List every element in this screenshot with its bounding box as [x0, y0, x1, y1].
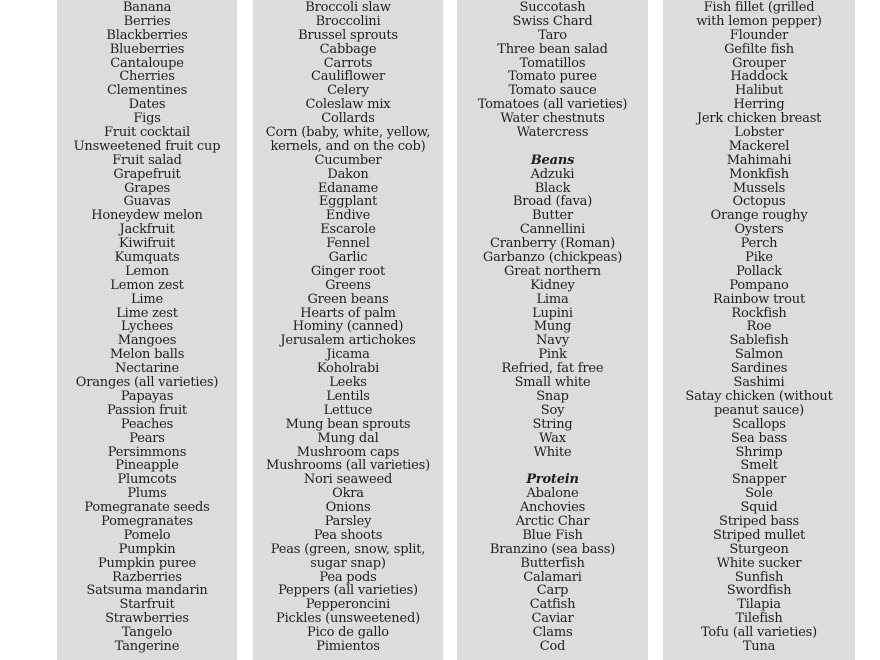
list-item [457, 140, 648, 154]
list-item: Edaname [317, 180, 379, 196]
list-item: Lettuce [323, 402, 373, 418]
list-item: Pink [538, 347, 567, 363]
list-item: Small white [514, 375, 591, 391]
list-item: Nectarine [115, 361, 179, 377]
list-item: Rockfish [731, 305, 787, 321]
list-item: Lemon zest [110, 277, 184, 293]
list-item: Pepperoncini [305, 597, 391, 613]
list-item: Escarole [320, 222, 376, 238]
list-item: Figs [133, 111, 161, 127]
list-item: Okra [332, 486, 364, 502]
section-header: Protein [526, 472, 579, 488]
list-item: Snapper [731, 472, 787, 488]
list-item: Celery [327, 83, 369, 99]
list-item: Gefilte fish [724, 41, 794, 57]
list-item: Calamari [523, 569, 582, 585]
list-item: Lentils [326, 388, 370, 404]
list-item: Jicama [326, 347, 370, 363]
food-column-protein [663, 0, 855, 660]
list-item: Oranges (all varieties) [75, 375, 219, 391]
list-item: Cranberry (Roman) [489, 236, 615, 252]
list-item: Pomegranate seeds [84, 500, 210, 516]
list-item: Scallops [732, 416, 786, 432]
list-item: Endive [325, 208, 371, 224]
list-item: Tuna [742, 638, 776, 654]
list-item: Butterfish [520, 555, 585, 571]
list-item: Striped bass [719, 513, 799, 529]
list-item: Great northern [504, 263, 601, 279]
list-item: Blueberries [109, 41, 185, 57]
list-item: Dakon [327, 166, 369, 182]
list-item: Strawberries [105, 611, 189, 627]
list-item: Swiss Chard [512, 13, 593, 29]
list-item: Peaches [120, 416, 174, 432]
list-item: Branzino (sea bass) [489, 541, 616, 557]
list-item: Oysters [734, 222, 784, 238]
list-item: Fruit salad [112, 152, 182, 168]
list-item: Navy [535, 333, 569, 349]
list-item: Wax [539, 430, 566, 446]
list-item: Mung bean sprouts [285, 416, 411, 432]
list-item: Fennel [326, 236, 370, 252]
list-item: Three bean salad [497, 41, 608, 57]
list-item: Grouper [732, 55, 786, 71]
list-item: Mung dal [317, 430, 379, 446]
list-item: Greens [325, 277, 371, 293]
list-item: Broccoli slaw [305, 0, 391, 15]
list-item: Roe [746, 319, 772, 335]
list-item [457, 459, 648, 473]
list-item: Razberries [112, 569, 182, 585]
list-item: Pompano [729, 277, 789, 293]
list-item: Tomatillos [519, 55, 586, 71]
list-item: Mushrooms (all varieties) [266, 458, 430, 474]
list-item: Pimientos [316, 638, 380, 654]
list-item: kernels, and on the cob) [270, 138, 426, 154]
list-item: Hearts of palm [300, 305, 396, 321]
list-item: Starfruit [119, 597, 175, 613]
list-item: Satay chicken (without [685, 388, 833, 404]
list-item: String [532, 416, 573, 432]
list-item: Taro [538, 27, 567, 43]
list-item: Ginger root [310, 263, 386, 279]
list-item: Succotash [519, 0, 586, 15]
list-item: Rainbow trout [712, 291, 806, 307]
list-item: Salmon [734, 347, 784, 363]
list-item: Mangoes [117, 333, 177, 349]
list-item: Pea pods [319, 569, 377, 585]
list-item: Guavas [123, 194, 171, 210]
list-item: Orange roughy [710, 208, 808, 224]
list-item: Parsley [324, 513, 372, 529]
list-item: peanut sauce) [713, 402, 805, 418]
list-item: Lemon [125, 263, 169, 279]
list-item: Plums [127, 486, 167, 502]
list-item: Leeks [329, 375, 367, 391]
list-item: Onions [325, 500, 371, 516]
list-item: Tangelo [121, 625, 173, 641]
list-item: Nori seaweed [303, 472, 393, 488]
list-item: Blue Fish [522, 527, 583, 543]
list-item: with lemon pepper) [696, 13, 822, 29]
list-item: Striped mullet [712, 527, 806, 543]
list-item: Broccolini [315, 13, 381, 29]
list-item: Cucumber [314, 152, 382, 168]
list-item: Lobster [734, 125, 784, 141]
list-item: Cabbage [319, 41, 377, 57]
list-item: Snap [536, 388, 569, 404]
list-item: Mushroom caps [296, 444, 400, 460]
list-item: Honeydew melon [91, 208, 203, 224]
list-item: Caviar [531, 611, 574, 627]
list-item: Kidney [530, 277, 575, 293]
list-item: Lime [130, 291, 163, 307]
list-item: Tilefish [735, 611, 783, 627]
list-item: Pumpkin puree [97, 555, 196, 571]
list-item: Soy [540, 402, 565, 418]
list-item: Jerusalem artichokes [280, 333, 416, 349]
list-item: Fish fillet (grilled [703, 0, 815, 15]
list-item: Haddock [730, 69, 788, 85]
list-item: Lima [536, 291, 569, 307]
list-item: sugar snap) [310, 555, 386, 571]
food-column-beans [457, 0, 648, 660]
list-item: White sucker [716, 555, 802, 571]
list-item: Pomegranates [101, 513, 193, 529]
list-item: Black [534, 180, 571, 196]
section-header: Beans [530, 152, 575, 168]
list-item: Smelt [740, 458, 778, 474]
list-item: Lychees [120, 319, 174, 335]
list-item: Kiwifruit [118, 236, 176, 252]
list-item: Grapes [124, 180, 170, 196]
list-item: Peas (green, snow, split, [270, 541, 426, 557]
list-item: Hominy (canned) [292, 319, 404, 335]
list-item: Arctic Char [515, 513, 590, 529]
list-item: Kumquats [114, 250, 180, 266]
list-item: Watercress [516, 125, 589, 141]
list-item: Butter [531, 208, 574, 224]
list-item: Sunfish [734, 569, 784, 585]
list-item: Pomelo [123, 527, 171, 543]
list-item: Lime zest [116, 305, 178, 321]
list-item: Tofu (all varieties) [700, 625, 818, 641]
food-column-fruits [57, 0, 237, 660]
list-item: Mung [533, 319, 572, 335]
list-item: Jerk chicken breast [696, 111, 822, 127]
list-item: Sashimi [733, 375, 785, 391]
list-item: Jackfruit [119, 222, 175, 238]
list-item: Pickles (unsweetened) [276, 611, 420, 627]
list-item: Refried, fat free [501, 361, 604, 377]
list-item: Tomato sauce [508, 83, 597, 99]
list-item: Fruit cocktail [104, 125, 190, 141]
list-item: Anchovies [519, 500, 586, 516]
list-item: Pea shoots [313, 527, 383, 543]
list-item: Tilapia [737, 597, 781, 613]
list-item: Sturgeon [729, 541, 789, 557]
list-item: Papayas [120, 388, 174, 404]
list-item: Persimmons [107, 444, 187, 460]
list-item: Sablefish [729, 333, 789, 349]
list-item: Pike [745, 250, 773, 266]
list-item: Tomatoes (all varieties) [477, 97, 628, 113]
list-item: Clementines [106, 83, 188, 99]
list-item: Halibut [735, 83, 783, 99]
food-column-vegetables [253, 0, 443, 660]
list-item: Pico de gallo [307, 625, 389, 641]
list-item: Pineapple [115, 458, 179, 474]
list-item: Garlic [328, 250, 368, 266]
list-item: Swordfish [726, 583, 792, 599]
list-item: Cantaloupe [110, 55, 184, 71]
list-item: Garbanzo (chickpeas) [482, 250, 623, 266]
list-item: Carrots [323, 55, 373, 71]
list-item: Sea bass [730, 430, 788, 446]
list-item: Tangerine [114, 638, 180, 654]
list-item: Unsweetened fruit cup [73, 138, 221, 154]
list-item: Mussels [732, 180, 786, 196]
list-item: Sardines [730, 361, 788, 377]
list-item: Pears [129, 430, 165, 446]
list-item: Herring [733, 97, 785, 113]
list-item: Passion fruit [107, 402, 187, 418]
list-item: Collards [321, 111, 375, 127]
list-item: Clams [532, 625, 573, 641]
list-item: Berries [123, 13, 171, 29]
list-item: White [533, 444, 572, 460]
list-item: Green beans [307, 291, 389, 307]
list-item: Adzuki [530, 166, 575, 182]
list-item: Eggplant [318, 194, 378, 210]
list-item: Satsuma mandarin [86, 583, 208, 599]
list-item: Cannellini [519, 222, 586, 238]
list-item: Corn (baby, white, yellow, [265, 125, 431, 141]
list-item: Mackerel [728, 138, 790, 154]
list-item: Cod [539, 638, 566, 654]
list-item: Squid [740, 500, 778, 516]
list-item: Carp [536, 583, 569, 599]
list-item: Plumcots [117, 472, 177, 488]
list-item: Peppers (all varieties) [278, 583, 418, 599]
list-item: Grapefruit [113, 166, 181, 182]
list-item: Catfish [529, 597, 576, 613]
list-item: Abalone [526, 486, 579, 502]
list-item: Brussel sprouts [298, 27, 398, 43]
list-item: Octopus [732, 194, 786, 210]
list-item: Banana [122, 0, 172, 15]
list-item: Melon balls [109, 347, 185, 363]
list-item: Perch [740, 236, 778, 252]
list-item: Flounder [729, 27, 789, 43]
list-item: Broad (fava) [512, 194, 593, 210]
list-item: Pumpkin [118, 541, 176, 557]
list-item: Cherries [119, 69, 175, 85]
list-item: Mahimahi [726, 152, 792, 168]
list-item: Tomato puree [508, 69, 597, 85]
list-item: Cauliflower [310, 69, 386, 85]
list-item: Shrimp [735, 444, 783, 460]
list-item: Blackberries [106, 27, 188, 43]
list-item: Koholrabi [316, 361, 380, 377]
list-item: Monkfish [729, 166, 789, 182]
list-item: Pollack [736, 263, 782, 279]
list-item: Lupini [532, 305, 573, 321]
list-item: Sole [745, 486, 773, 502]
list-item: Coleslaw mix [305, 97, 391, 113]
list-item: Dates [128, 97, 166, 113]
list-item: Water chestnuts [500, 111, 605, 127]
